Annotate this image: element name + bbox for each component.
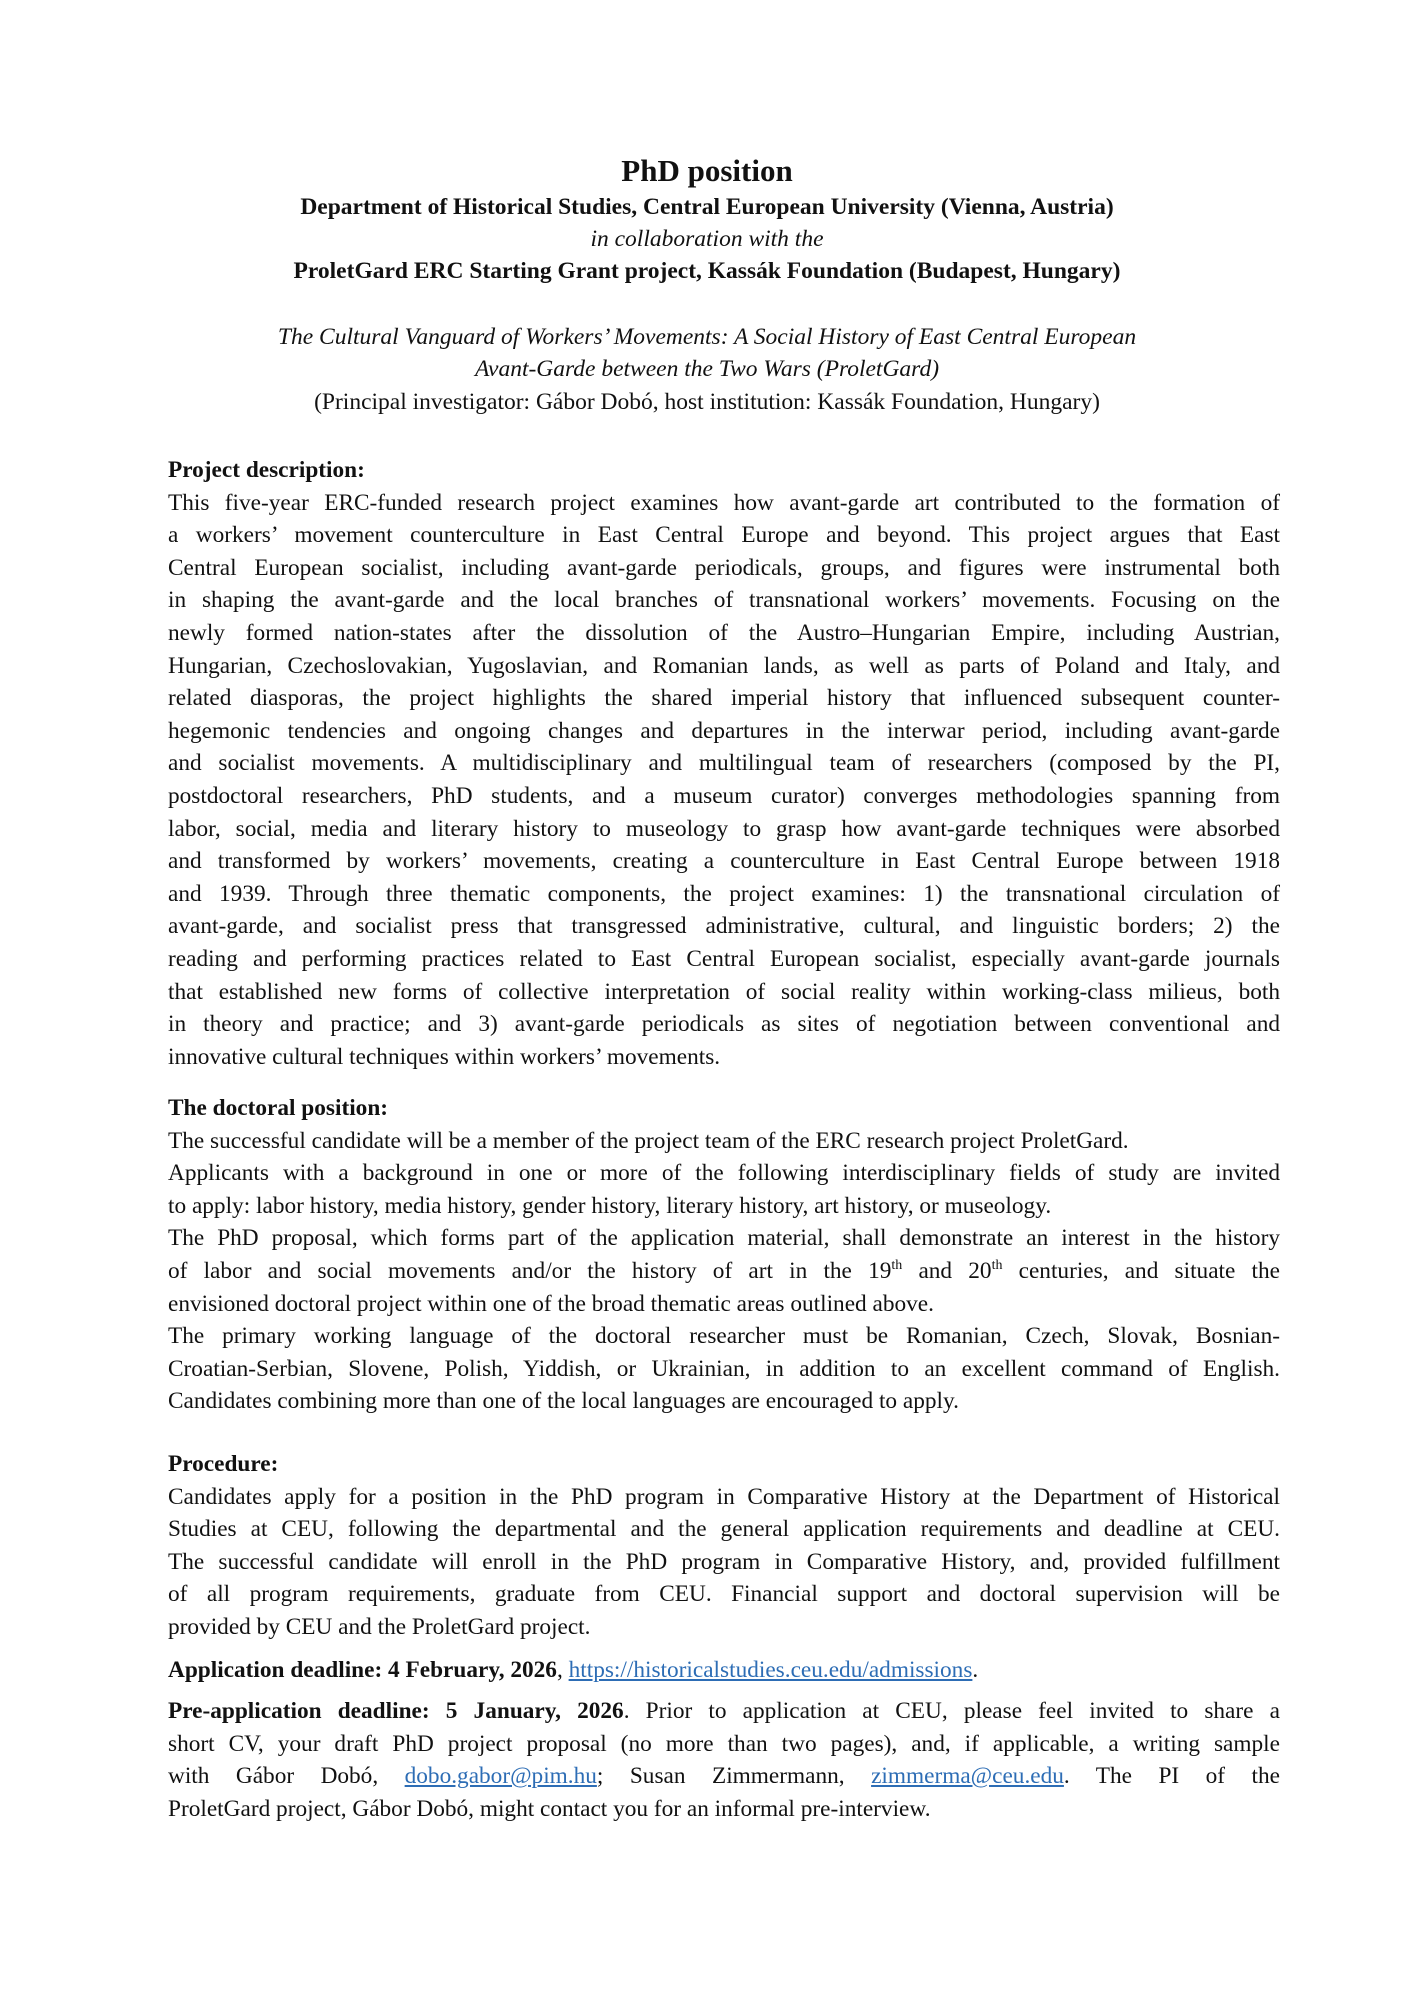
doctoral-line: Croatian-Serbian, Slovene, Polish, Yiddish, or Ukrainian, in addition to an excellent command of English. [168, 1355, 1280, 1382]
project-description-section [168, 454, 1280, 1073]
principal-investigator-line: (Principal investigator: Gábor Dobó, host institution: Kassák Foundation, Hungary) [314, 389, 1100, 415]
doctoral-line: to apply: labor history, media history, gender history, literary history, art history, or museology. [168, 1192, 1052, 1219]
pre-application-line [168, 1695, 1280, 1728]
doctoral-line-centuries [168, 1255, 1280, 1288]
paragraph-line: Studies at CEU, following the departmental and the general application requirements and deadline at CEU. [168, 1516, 1280, 1543]
doctoral-line: The primary working language of the doctoral researcher must be Romanian, Czech, Slovak, Bosnian- [168, 1323, 1280, 1350]
procedure-section [168, 1448, 1280, 1644]
application-deadline [168, 1654, 1280, 1687]
admissions-link[interactable]: https://historicalstudies.ceu.edu/admissions [568, 1657, 973, 1683]
paragraph-line: and transformed by workers’ movements, creating a counterculture in East Central Europe between 1918 [168, 848, 1280, 875]
paragraph-line: of all program requirements, graduate from CEU. Financial support and doctoral supervision will be [168, 1581, 1280, 1608]
procedure-heading: Procedure: [168, 1451, 279, 1477]
email-link-zimmermann[interactable]: zimmerma@ceu.edu [871, 1763, 1064, 1790]
paragraph-line: hegemonic tendencies and ongoing changes and departures in the interwar period, including avant-garde [168, 717, 1280, 744]
doctoral-line: The PhD proposal, which forms part of the application material, shall demonstrate an interest in the history [168, 1225, 1280, 1252]
collaboration-line: in collaboration with the [590, 226, 824, 252]
application-deadline-line [168, 1654, 1280, 1687]
project-description-body [168, 487, 1280, 1074]
paragraph-line: innovative cultural techniques within workers’ movements. [168, 1043, 721, 1070]
text-run: of labor and social movements and/or the history of art in the 19 [168, 1257, 892, 1284]
paragraph-line: Hungarian, Czechoslovakian, Yugoslavian, and Romanian lands, as well as parts of Poland and Italy, and [168, 652, 1280, 679]
paragraph-line: labor, social, media and literary history to museology to grasp how avant-garde techniques were absorbed [168, 815, 1280, 842]
text-run: ; Susan Zimmermann, [596, 1763, 872, 1790]
application-deadline-label: Application deadline: 4 February, 2026 [168, 1657, 557, 1683]
paragraph-line: related diasporas, the project highlights the shared imperial history that influenced subsequent counter- [168, 685, 1280, 712]
text-run: and 20 [902, 1257, 992, 1284]
pre-application-deadline-label: Pre-application deadline: 5 January, 2026 [168, 1698, 624, 1724]
paragraph-line: and socialist movements. A multidisciplinary and multilingual team of researchers (composed by the PI, [168, 750, 1280, 777]
page-title: PhD position [621, 153, 793, 188]
text-run: . The PI of the [1063, 1763, 1280, 1790]
paragraph-line: Candidates apply for a position in the PhD program in Comparative History at the Department of Historical [168, 1483, 1280, 1510]
paragraph-line: in shaping the avant-garde and the local branches of transnational workers’ movements. Focusing on the [168, 587, 1280, 614]
procedure-body [168, 1481, 1280, 1644]
project-title-line-2: Avant-Garde between the Two Wars (ProletGard) [474, 356, 940, 382]
text-run: . [972, 1657, 979, 1683]
text-run: , [556, 1657, 569, 1683]
project-title-line-1: The Cultural Vanguard of Workers’ Movements: A Social History of East Central European [277, 324, 1137, 350]
paragraph-line: avant-garde, and socialist press that transgressed administrative, cultural, and linguistic borders; 2) the [168, 913, 1280, 940]
doctoral-position-heading: The doctoral position: [168, 1095, 389, 1121]
pre-application-line: short CV, your draft PhD project proposal (no more than two pages), and, if applicable, a writing sample [168, 1730, 1280, 1757]
text-run: . Prior to application at CEU, please feel invited to share a [623, 1698, 1280, 1724]
pre-application-section [168, 1695, 1280, 1825]
paragraph-line: Central European socialist, including avant-garde periodicals, groups, and figures were instrumental both [168, 554, 1280, 581]
doctoral-line: envisioned doctoral project within one of the broad thematic areas outlined above. [168, 1290, 934, 1317]
pre-application-line: ProletGard project, Gábor Dobó, might contact you for an informal pre-interview. [168, 1795, 931, 1822]
superscript: th [991, 1258, 1003, 1274]
paragraph-line: postdoctoral researchers, PhD students, and a museum curator) converges methodologies spanning from [168, 782, 1280, 809]
text-run: centuries, and situate the [1002, 1257, 1280, 1284]
paragraph-line: newly formed nation-states after the dissolution of the Austro–Hungarian Empire, including Austrian, [168, 619, 1280, 646]
paragraph-line: in theory and practice; and 3) avant-garde periodicals as sites of negotiation between conventional and [168, 1011, 1280, 1038]
partner-line: ProletGard ERC Starting Grant project, Kassák Foundation (Budapest, Hungary) [293, 258, 1121, 284]
paragraph-line: that established new forms of collective interpretation of social reality within working-class milieus, both [168, 978, 1280, 1005]
paragraph-line: a workers’ movement counterculture in East Central Europe and beyond. This project argues that East [168, 522, 1280, 549]
paragraph-line: The successful candidate will enroll in the PhD program in Comparative History, and, provided fulfillment [168, 1548, 1280, 1575]
project-description-heading: Project description: [168, 457, 365, 483]
email-link-dobo[interactable]: dobo.gabor@pim.hu [404, 1763, 597, 1790]
text-run: with Gábor Dobó, [168, 1763, 405, 1790]
paragraph-line: and 1939. Through three thematic components, the project examines: 1) the transnational circulation of [168, 880, 1280, 907]
paragraph-line: reading and performing practices related to East Central European socialist, especially avant-garde journals [168, 945, 1280, 972]
paragraph-line: This five-year ERC-funded research project examines how avant-garde art contributed to the formation of [168, 489, 1280, 516]
pre-application-line [168, 1760, 1280, 1793]
paragraph-line: provided by CEU and the ProletGard project. [168, 1613, 591, 1640]
doctoral-line: Applicants with a background in one or more of the following interdisciplinary fields of study are invited [168, 1160, 1280, 1187]
doctoral-line: Candidates combining more than one of the local languages are encouraged to apply. [168, 1388, 959, 1415]
superscript: th [891, 1258, 903, 1274]
doctoral-line: The successful candidate will be a member of the project team of the ERC research project ProletGard. [168, 1127, 1129, 1154]
doctoral-position-section [168, 1092, 1280, 1418]
department-line: Department of Historical Studies, Central European University (Vienna, Austria) [300, 194, 1114, 220]
